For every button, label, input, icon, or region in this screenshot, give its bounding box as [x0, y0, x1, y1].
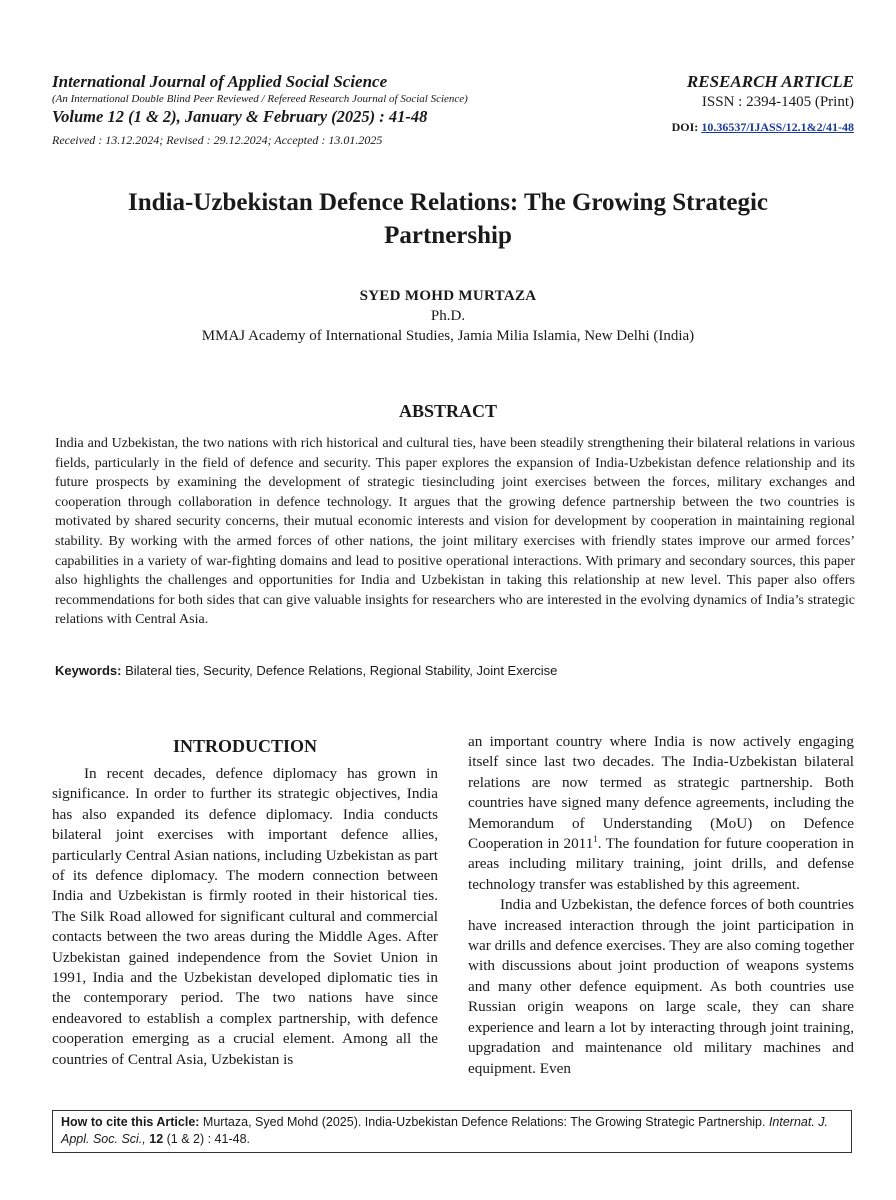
citation-box	[52, 1110, 852, 1153]
doi-label: DOI:	[671, 120, 699, 134]
issn: ISSN : 2394-1405 (Print)	[701, 94, 854, 110]
citation-label: How to cite this Article:	[61, 1115, 200, 1129]
author-block	[60, 286, 836, 346]
footnote-ref-1[interactable]: 1	[593, 833, 598, 844]
intro-paragraph-3: India and Uzbekistan, the defence forces of both countries have increased interaction through the joint participation in war drills and defence exercises. They are also coming together with discussions about joint production of weapons systems and many other defence equipment. As both countries use Russian origin weapons on large scale, they can share experience and learn a lot by interacting through joint training, upgradation and maintenance old military machines and equipment. Even	[468, 896, 854, 1077]
intro-paragraph-2	[468, 732, 854, 895]
intro-paragraph-2-text-a: an important country where India is now actively engaging itself since last two decades. The India-Uzbekistan bilateral relations are now termed as strategic partnership. Both countries have signed many defence agreements, including the Memorandum of Understanding (MoU) on Defence Cooperation in 2011	[468, 733, 854, 853]
article-meta	[594, 72, 854, 136]
title-line-2: Partnership	[384, 222, 512, 249]
body-column-right	[468, 732, 854, 1079]
article-dates: Received : 13.12.2024; Revised : 29.12.2024; Accepted : 13.01.2025	[52, 133, 383, 147]
abstract-heading: ABSTRACT	[398, 401, 498, 421]
abstract-text: India and Uzbekistan, the two nations with rich historical and cultural ties, have been steadily strengthening their bilateral relations in various fields, particularly in the field of defence and security. This paper explores the expansion of India-Uzbekistan defence relationship and its future prospects by examining the development of strategic tiesincluding joint exercises between the forces, military exchanges and cooperation through collaboration in defence technology. It argues that the growing defence partnership between the two countries is motivated by shared security concerns, their mutual economic interests and vision for development by cooperation in maintaining regional stability. By working with the armed forces of other nations, the joint military exercises with friendly states improve our armed forces’ capabilities in a variety of war-fighting domains and lead to positive operational interactions. With primary and secondary sources, this paper also highlights the challenges and opportunities for India and Uzbekistan in taking this relationship at new level. This paper also offers recommendations for both sides that can give valuable insights for researchers who are interested in the evolving dynamics of India’s strategic relations with Central Asia.	[55, 436, 855, 628]
journal-volume: Volume 12 (1 & 2), January & February (2025) : 41-48	[52, 107, 428, 126]
keywords-text: Bilateral ties, Security, Defence Relations, Regional Stability, Joint Exercise	[121, 663, 558, 678]
keywords	[55, 662, 855, 680]
introduction-heading: INTRODUCTION	[172, 736, 318, 756]
journal-name: International Journal of Applied Social Science	[52, 72, 388, 91]
author-degree: Ph.D.	[430, 308, 466, 324]
citation-journal: Internat. J. Appl. Soc. Sci.,	[61, 1115, 829, 1146]
doi-link[interactable]: 10.36537/IJASS/12.1&2/41-48	[701, 120, 854, 134]
article-type: RESEARCH ARTICLE	[686, 72, 854, 91]
body-column-left	[52, 732, 438, 1070]
article-title	[60, 186, 836, 252]
journal-subtitle: (An International Double Blind Peer Reviewed / Refereed Research Journal of Social Science)	[52, 93, 468, 105]
keywords-label: Keywords:	[55, 663, 122, 678]
doi	[594, 118, 854, 136]
intro-paragraph-2-text-b: . The foundation for future cooperation in areas including military training, joint drills, and defense technology transfer was established by this agreement.	[468, 835, 854, 893]
title-line-1: India-Uzbekistan Defence Relations: The Growing Strategic	[127, 189, 768, 216]
citation-text: Murtaza, Syed Mohd (2025). India-Uzbekistan Defence Relations: The Growing Strategic Partnership.	[199, 1115, 769, 1129]
intro-paragraph-1: In recent decades, defence diplomacy has grown in significance. In order to further its strategic objectives, India has also expanded its defence diplomacy. India conducts bilateral joint exercises with important defence allies, particularly Central Asian nations, including Uzbekistan as part of its defence diplomacy. The modern connection between India and Uzbekistan is firmly rooted in their historical ties. The Silk Road allowed for significant cultural and commercial contacts between the two areas during the Middle Ages. After Uzbekistan gained independence from the Soviet Union in 1991, India and the Uzbekistan developed diplomatic ties in the contemporary period. The two nations have since endeavored to establish a complex partnership, with defence cooperation emerging as a crucial element. Among all the countries of Central Asia, Uzbekistan is	[52, 765, 438, 1068]
author-affiliation: MMAJ Academy of International Studies, Jamia Milia Islamia, New Delhi (India)	[201, 328, 695, 344]
author-name: SYED MOHD MURTAZA	[359, 288, 537, 304]
journal-header	[52, 72, 612, 149]
citation-pages: (1 & 2) : 41-48.	[163, 1132, 251, 1146]
citation-volume: 12	[149, 1132, 164, 1146]
